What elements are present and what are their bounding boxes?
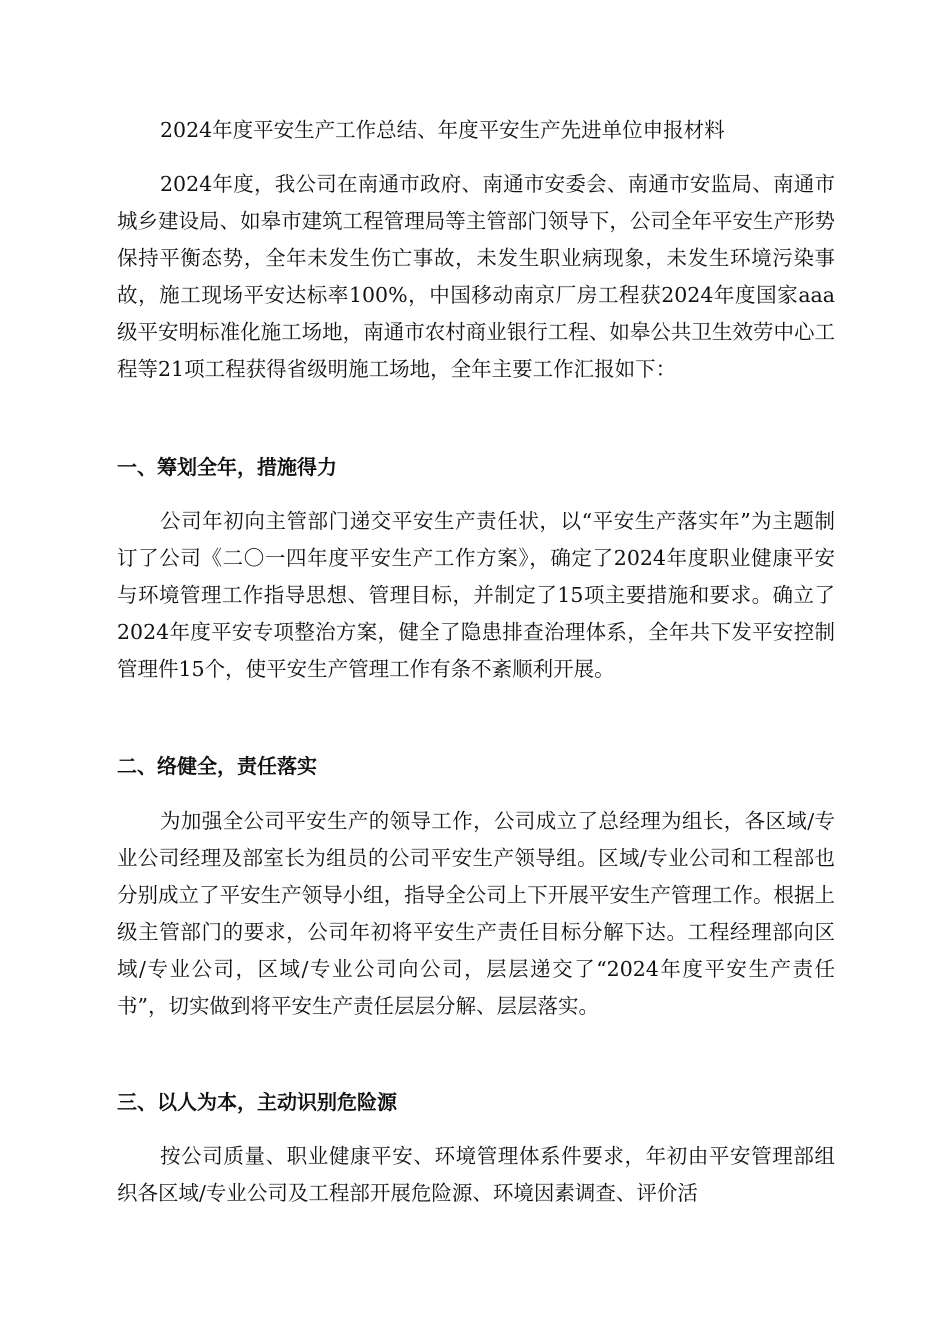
intro-paragraph: 2024年度，我公司在南通市政府、南通市安委会、南通市安监局、南通市城乡建设局、如皋市建筑工程管理局等主管部门领导下，公司全年平安生产形势保持平衡态势，全年未发生伤亡事故，未发生职业病现象，未发生环境污染事故，施工现场平安达标率100%，中国移动南京厂房工程获2024年度国家aaa级平安明标准化施工场地，南通市农村商业银行工程、如皋公共卫生效劳中心工程等21项工程获得省级明施工场地，全年主要工作汇报如下：	[117, 172, 835, 381]
section-heading-2: 二、络健全，责任落实	[117, 754, 317, 778]
section-heading-1: 一、筹划全年，措施得力	[117, 455, 337, 479]
document-title: 2024年度平安生产工作总结、年度平安生产先进单位申报材料	[160, 118, 725, 142]
section-heading-3: 三、以人为本，主动识别危险源	[117, 1090, 397, 1114]
section-body-2: 为加强全公司平安生产的领导工作，公司成立了总经理为组长，各区域/专业公司经理及部室长为组员的公司平安生产领导组。区域/专业公司和工程部也分别成立了平安生产领导小组，指导全公司上下开展平安生产管理工作。根据上级主管部门的要求，公司年初将平安生产责任目标分解下达。工程经理部向区域/专业公司，区域/专业公司向公司，层层递交了“2024年度平安生产责任书”，切实做到将平安生产责任层层分解、层层落实。	[117, 809, 835, 1018]
section-body-3: 按公司质量、职业健康平安、环境管理体系件要求，年初由平安管理部组织各区域/专业公司及工程部开展危险源、环境因素调查、评价活	[117, 1144, 835, 1205]
section-body-1: 公司年初向主管部门递交平安生产责任状，以“平安生产落实年”为主题制订了公司《二〇一四年度平安生产工作方案》，确定了2024年度职业健康平安与环境管理工作指导思想、管理目标，并制定了15项主要措施和要求。确立了2024年度平安专项整治方案，健全了隐患排查治理体系，全年共下发平安控制管理件15个，使平安生产管理工作有条不紊顺利开展。	[117, 509, 835, 681]
